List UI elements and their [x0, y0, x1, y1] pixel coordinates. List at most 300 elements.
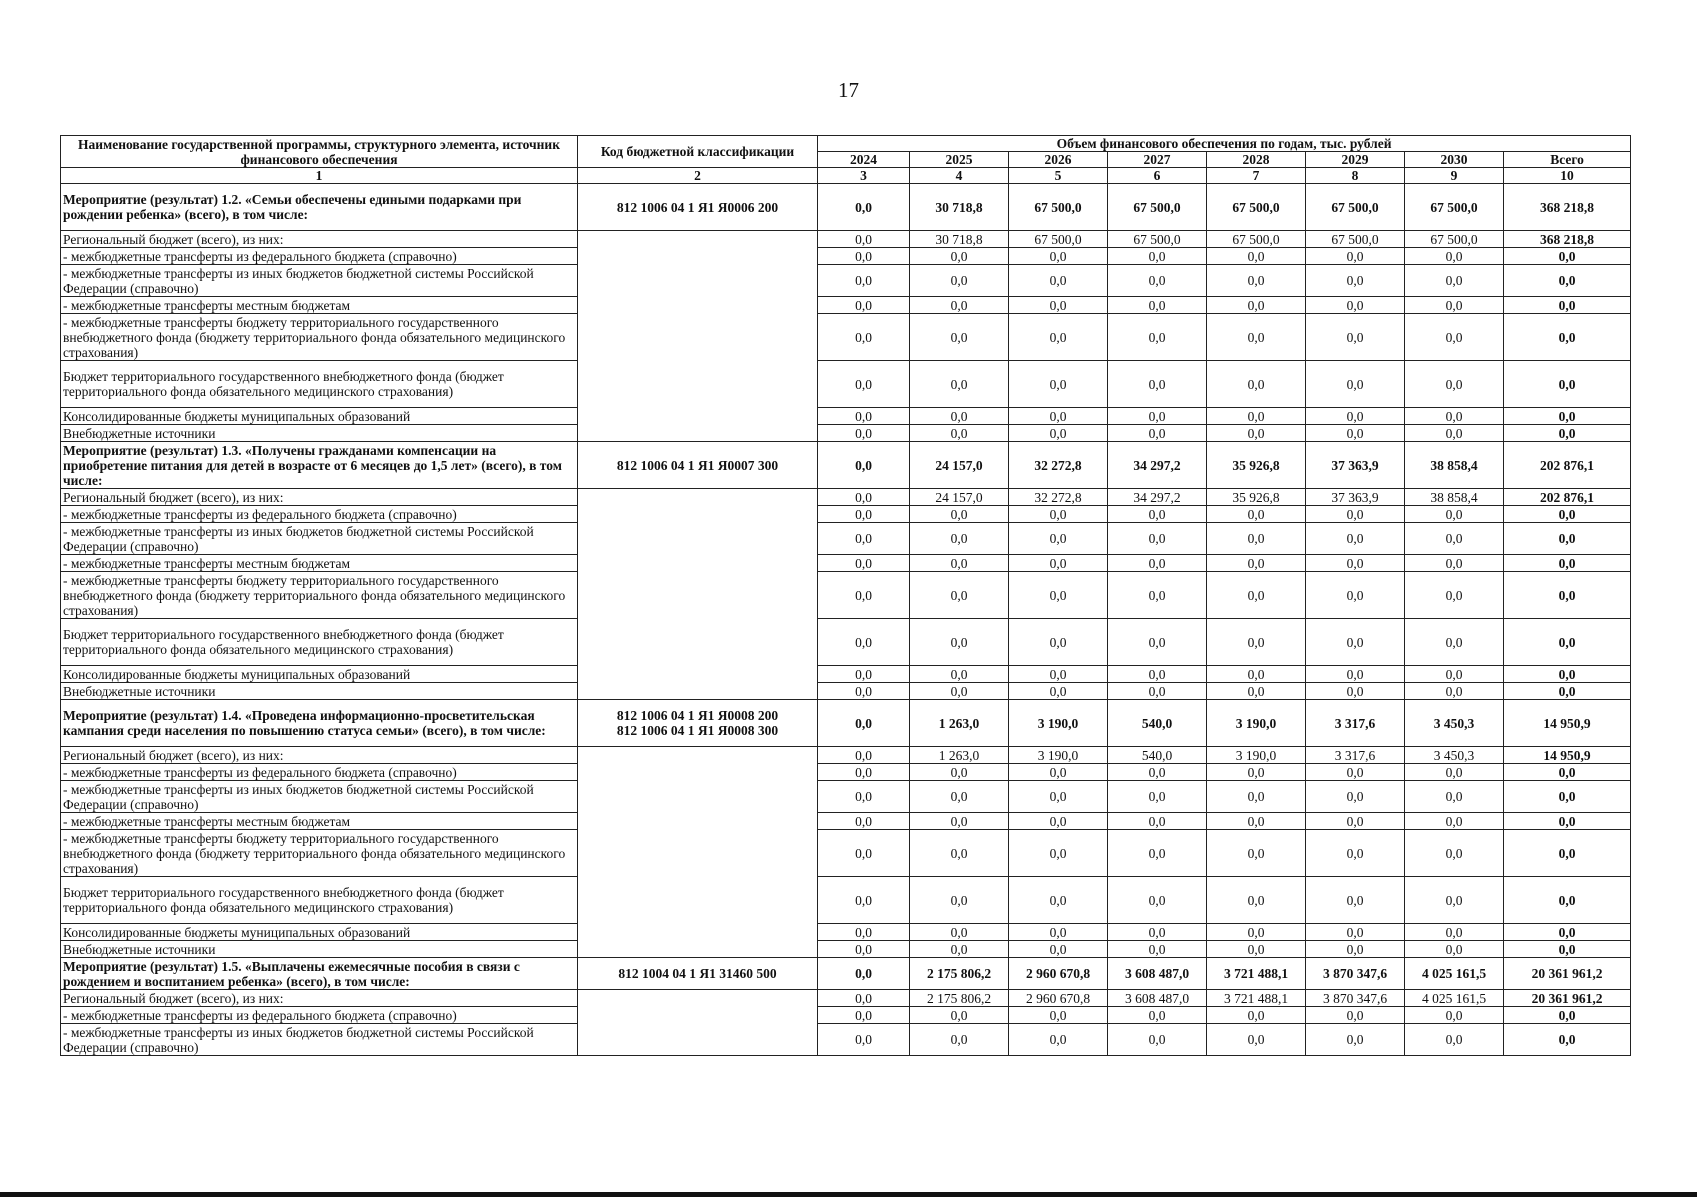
source-label: - межбюджетные трансферты местным бюджетам — [61, 555, 578, 572]
source-value: 0,0 — [818, 764, 910, 781]
source-row — [61, 1024, 1631, 1056]
source-row — [61, 408, 1631, 425]
source-value: 0,0 — [1009, 572, 1108, 619]
source-value: 0,0 — [1405, 523, 1504, 555]
source-value: 0,0 — [818, 489, 910, 506]
measure-value: 4 025 161,5 — [1405, 958, 1504, 990]
source-value: 0,0 — [1207, 877, 1306, 924]
measure-code — [578, 442, 818, 489]
source-value: 0,0 — [1306, 408, 1405, 425]
source-row — [61, 425, 1631, 442]
source-value: 0,0 — [1009, 619, 1108, 666]
source-value: 0,0 — [1306, 523, 1405, 555]
measure-value: 67 500,0 — [1009, 184, 1108, 231]
source-value: 0,0 — [1009, 297, 1108, 314]
source-value: 14 950,9 — [1504, 747, 1631, 764]
source-value: 4 025 161,5 — [1405, 990, 1504, 1007]
source-value: 0,0 — [1306, 764, 1405, 781]
source-value: 0,0 — [1306, 361, 1405, 408]
source-value: 35 926,8 — [1207, 489, 1306, 506]
measure-value: 202 876,1 — [1504, 442, 1631, 489]
source-value: 0,0 — [1207, 265, 1306, 297]
source-value: 0,0 — [910, 781, 1009, 813]
measure-value: 67 500,0 — [1306, 184, 1405, 231]
header-year: 2027 — [1108, 152, 1207, 168]
source-value: 3 190,0 — [1207, 747, 1306, 764]
source-row — [61, 361, 1631, 408]
source-value: 0,0 — [1009, 924, 1108, 941]
source-value: 3 190,0 — [1009, 747, 1108, 764]
source-value: 0,0 — [1207, 572, 1306, 619]
measure-value: 14 950,9 — [1504, 700, 1631, 747]
source-row — [61, 666, 1631, 683]
source-value: 0,0 — [818, 683, 910, 700]
header-column-number: 6 — [1108, 168, 1207, 184]
source-label: Региональный бюджет (всего), из них: — [61, 747, 578, 764]
source-value: 24 157,0 — [910, 489, 1009, 506]
source-value: 0,0 — [1207, 683, 1306, 700]
source-value: 0,0 — [1306, 683, 1405, 700]
measure-value: 0,0 — [818, 442, 910, 489]
source-value: 0,0 — [1108, 408, 1207, 425]
measure-value: 0,0 — [818, 958, 910, 990]
source-value: 0,0 — [1207, 523, 1306, 555]
source-row — [61, 877, 1631, 924]
source-value: 0,0 — [910, 813, 1009, 830]
source-row — [61, 990, 1631, 1007]
source-value: 0,0 — [1306, 666, 1405, 683]
source-value: 0,0 — [910, 1024, 1009, 1056]
source-value: 0,0 — [1009, 506, 1108, 523]
source-value: 0,0 — [1405, 619, 1504, 666]
source-value: 2 960 670,8 — [1009, 990, 1108, 1007]
source-row — [61, 523, 1631, 555]
source-value: 67 500,0 — [1306, 231, 1405, 248]
source-value: 0,0 — [1504, 248, 1631, 265]
source-value: 0,0 — [1405, 314, 1504, 361]
source-value: 0,0 — [1504, 506, 1631, 523]
source-value: 32 272,8 — [1009, 489, 1108, 506]
source-value: 0,0 — [1504, 408, 1631, 425]
source-value: 0,0 — [910, 506, 1009, 523]
measure-row — [61, 442, 1631, 489]
source-value: 0,0 — [1108, 297, 1207, 314]
measure-title: Мероприятие (результат) 1.3. «Получены гражданами компенсации на приобретение питания для детей в возрасте от 6 месяцев до 1,5 лет» (всего), в том числе: — [61, 442, 578, 489]
source-value: 0,0 — [1108, 781, 1207, 813]
source-value: 0,0 — [1009, 764, 1108, 781]
source-value: 0,0 — [1405, 248, 1504, 265]
source-value: 0,0 — [1504, 361, 1631, 408]
source-value: 0,0 — [1306, 813, 1405, 830]
header-year: Всего — [1504, 152, 1631, 168]
source-value: 0,0 — [1405, 877, 1504, 924]
source-value: 0,0 — [1207, 666, 1306, 683]
measure-value: 67 500,0 — [1108, 184, 1207, 231]
source-value: 2 175 806,2 — [910, 990, 1009, 1007]
source-value: 0,0 — [818, 1024, 910, 1056]
source-value: 0,0 — [1306, 555, 1405, 572]
source-value: 0,0 — [1405, 506, 1504, 523]
source-value: 0,0 — [1306, 297, 1405, 314]
source-value: 0,0 — [1009, 830, 1108, 877]
source-label: - межбюджетные трансферты из федерального бюджета (справочно) — [61, 506, 578, 523]
source-value: 0,0 — [910, 830, 1009, 877]
measure-value: 38 858,4 — [1405, 442, 1504, 489]
source-label: Бюджет территориального государственного внебюджетного фонда (бюджет территориального фонда обязательного медицинского страхования) — [61, 619, 578, 666]
measure-value: 35 926,8 — [1207, 442, 1306, 489]
source-value: 0,0 — [818, 425, 910, 442]
source-value: 0,0 — [1108, 572, 1207, 619]
source-value: 0,0 — [1009, 877, 1108, 924]
source-value: 0,0 — [910, 764, 1009, 781]
source-label: - межбюджетные трансферты бюджету территориального государственного внебюджетного фонда (бюджету территориального фонда обязательного медицинского страхования) — [61, 314, 578, 361]
source-value: 0,0 — [1207, 297, 1306, 314]
source-value: 0,0 — [1405, 425, 1504, 442]
measure-value: 1 263,0 — [910, 700, 1009, 747]
source-value: 0,0 — [1504, 764, 1631, 781]
source-value: 0,0 — [1504, 1007, 1631, 1024]
source-label: - межбюджетные трансферты местным бюджетам — [61, 297, 578, 314]
source-value: 0,0 — [1108, 1024, 1207, 1056]
source-row — [61, 231, 1631, 248]
source-value: 540,0 — [1108, 747, 1207, 764]
header-column-number: 10 — [1504, 168, 1631, 184]
source-value: 0,0 — [910, 297, 1009, 314]
source-value: 0,0 — [1108, 666, 1207, 683]
source-value: 0,0 — [1207, 1024, 1306, 1056]
source-value: 0,0 — [818, 877, 910, 924]
source-value: 0,0 — [1405, 813, 1504, 830]
source-value: 0,0 — [1207, 408, 1306, 425]
source-value: 0,0 — [1009, 361, 1108, 408]
source-row — [61, 747, 1631, 764]
source-value: 0,0 — [1108, 813, 1207, 830]
source-value: 3 608 487,0 — [1108, 990, 1207, 1007]
source-value: 67 500,0 — [1405, 231, 1504, 248]
measure-value: 0,0 — [818, 700, 910, 747]
source-value: 0,0 — [1306, 619, 1405, 666]
source-row — [61, 830, 1631, 877]
measure-title: Мероприятие (результат) 1.2. «Семьи обеспечены едиными подарками при рождении ребенка» (всего), в том числе: — [61, 184, 578, 231]
measure-value: 3 870 347,6 — [1306, 958, 1405, 990]
source-label: - межбюджетные трансферты из федерального бюджета (справочно) — [61, 1007, 578, 1024]
source-label: Внебюджетные источники — [61, 941, 578, 958]
bottom-rule — [0, 1192, 1697, 1197]
source-value: 0,0 — [1009, 408, 1108, 425]
source-value: 0,0 — [1306, 1024, 1405, 1056]
source-value: 0,0 — [1504, 572, 1631, 619]
source-value: 0,0 — [1009, 425, 1108, 442]
source-row — [61, 489, 1631, 506]
measure-code — [578, 184, 818, 231]
source-value: 0,0 — [1009, 781, 1108, 813]
source-value: 0,0 — [1405, 1024, 1504, 1056]
source-label: Бюджет территориального государственного внебюджетного фонда (бюджет территориального фонда обязательного медицинского страхования) — [61, 877, 578, 924]
header-code: Код бюджетной классификации — [578, 136, 818, 168]
source-label: Региональный бюджет (всего), из них: — [61, 231, 578, 248]
source-value: 3 450,3 — [1405, 747, 1504, 764]
source-value: 0,0 — [1504, 683, 1631, 700]
source-value: 0,0 — [1405, 572, 1504, 619]
source-label: Внебюджетные источники — [61, 683, 578, 700]
source-value: 0,0 — [1108, 506, 1207, 523]
source-value: 0,0 — [1504, 1024, 1631, 1056]
source-value: 0,0 — [1306, 425, 1405, 442]
header-volume: Объем финансового обеспечения по годам, тыс. рублей — [818, 136, 1631, 152]
source-value: 0,0 — [1009, 666, 1108, 683]
budget-code: 812 1006 04 1 Я1 Я0006 200 — [616, 199, 779, 215]
source-label: - межбюджетные трансферты из иных бюджетов бюджетной системы Российской Федерации (справочно) — [61, 265, 578, 297]
source-row — [61, 248, 1631, 265]
header-column-number: 5 — [1009, 168, 1108, 184]
source-label: - межбюджетные трансферты местным бюджетам — [61, 813, 578, 830]
source-value: 30 718,8 — [910, 231, 1009, 248]
measure-value: 30 718,8 — [910, 184, 1009, 231]
source-value: 0,0 — [1108, 764, 1207, 781]
source-value: 0,0 — [910, 619, 1009, 666]
source-value: 0,0 — [1405, 781, 1504, 813]
measure-value: 67 500,0 — [1405, 184, 1504, 231]
measure-value: 3 721 488,1 — [1207, 958, 1306, 990]
source-value: 67 500,0 — [1009, 231, 1108, 248]
source-value: 0,0 — [1009, 683, 1108, 700]
source-value: 0,0 — [1207, 425, 1306, 442]
source-value: 0,0 — [1405, 666, 1504, 683]
source-value: 0,0 — [818, 265, 910, 297]
measure-value: 368 218,8 — [1504, 184, 1631, 231]
source-label: Региональный бюджет (всего), из них: — [61, 489, 578, 506]
source-value: 0,0 — [1306, 1007, 1405, 1024]
measure-row — [61, 958, 1631, 990]
measure-title: Мероприятие (результат) 1.4. «Проведена информационно-просветительская кампания среди населения по повышению статуса семьи» (всего), в том числе: — [61, 700, 578, 747]
source-value: 0,0 — [1207, 941, 1306, 958]
source-label: - межбюджетные трансферты из федерального бюджета (справочно) — [61, 248, 578, 265]
source-value: 0,0 — [1108, 425, 1207, 442]
source-value: 0,0 — [818, 619, 910, 666]
source-value: 0,0 — [1009, 941, 1108, 958]
source-value: 0,0 — [1207, 813, 1306, 830]
source-row — [61, 572, 1631, 619]
source-value: 0,0 — [910, 408, 1009, 425]
measure-value: 34 297,2 — [1108, 442, 1207, 489]
source-value: 0,0 — [1504, 425, 1631, 442]
source-value: 0,0 — [1306, 941, 1405, 958]
page-number: 17 — [838, 78, 859, 102]
source-value: 1 263,0 — [910, 747, 1009, 764]
source-row — [61, 941, 1631, 958]
measure-title: Мероприятие (результат) 1.5. «Выплачены ежемесячные пособия в связи с рождением и воспитанием ребенка» (всего), в том числе: — [61, 958, 578, 990]
source-value: 0,0 — [1207, 555, 1306, 572]
source-value: 3 317,6 — [1306, 747, 1405, 764]
measure-value: 20 361 961,2 — [1504, 958, 1631, 990]
source-value: 0,0 — [1207, 830, 1306, 877]
measure-code — [578, 958, 818, 990]
source-value: 0,0 — [910, 1007, 1009, 1024]
source-value: 0,0 — [1207, 764, 1306, 781]
source-value: 0,0 — [1405, 683, 1504, 700]
source-value: 0,0 — [818, 924, 910, 941]
source-value: 0,0 — [1207, 506, 1306, 523]
source-value: 0,0 — [1306, 924, 1405, 941]
source-value: 0,0 — [818, 781, 910, 813]
measure-value: 540,0 — [1108, 700, 1207, 747]
source-value: 0,0 — [1108, 314, 1207, 361]
source-value: 0,0 — [910, 361, 1009, 408]
source-value: 3 721 488,1 — [1207, 990, 1306, 1007]
source-value: 0,0 — [818, 231, 910, 248]
source-value: 0,0 — [1405, 408, 1504, 425]
source-label: - межбюджетные трансферты из иных бюджетов бюджетной системы Российской Федерации (справочно) — [61, 523, 578, 555]
source-value: 368 218,8 — [1504, 231, 1631, 248]
source-value: 0,0 — [1306, 248, 1405, 265]
source-value: 0,0 — [1108, 248, 1207, 265]
source-value: 0,0 — [1009, 314, 1108, 361]
source-value: 0,0 — [1504, 781, 1631, 813]
source-row — [61, 506, 1631, 523]
source-value: 0,0 — [1108, 924, 1207, 941]
source-value: 0,0 — [1108, 877, 1207, 924]
source-value: 0,0 — [1405, 297, 1504, 314]
source-value: 0,0 — [818, 506, 910, 523]
source-row — [61, 813, 1631, 830]
source-value: 0,0 — [1207, 781, 1306, 813]
table-body — [61, 184, 1631, 1056]
header-column-numbers-row — [61, 168, 1631, 184]
source-value: 67 500,0 — [1207, 231, 1306, 248]
source-value: 0,0 — [818, 248, 910, 265]
source-label: - межбюджетные трансферты бюджету территориального государственного внебюджетного фонда (бюджету территориального фонда обязательного медицинского страхования) — [61, 830, 578, 877]
source-row — [61, 265, 1631, 297]
measure-value: 37 363,9 — [1306, 442, 1405, 489]
source-value: 0,0 — [1504, 877, 1631, 924]
source-value: 34 297,2 — [1108, 489, 1207, 506]
source-value: 0,0 — [910, 877, 1009, 924]
source-value: 0,0 — [1405, 764, 1504, 781]
source-value: 0,0 — [1504, 941, 1631, 958]
measure-value: 32 272,8 — [1009, 442, 1108, 489]
source-value: 0,0 — [818, 941, 910, 958]
source-value: 0,0 — [1504, 666, 1631, 683]
header-column-number: 2 — [578, 168, 818, 184]
code-blank-cell — [578, 231, 818, 442]
header-column-number: 3 — [818, 168, 910, 184]
source-value: 0,0 — [1207, 1007, 1306, 1024]
header-year: 2028 — [1207, 152, 1306, 168]
source-value: 0,0 — [1207, 314, 1306, 361]
header-year: 2026 — [1009, 152, 1108, 168]
source-value: 0,0 — [1108, 619, 1207, 666]
source-label: Консолидированные бюджеты муниципальных образований — [61, 408, 578, 425]
source-value: 3 870 347,6 — [1306, 990, 1405, 1007]
source-value: 0,0 — [910, 683, 1009, 700]
source-value: 0,0 — [1306, 781, 1405, 813]
source-value: 0,0 — [1306, 830, 1405, 877]
header-column-number: 1 — [61, 168, 578, 184]
source-row — [61, 683, 1631, 700]
source-value: 0,0 — [1108, 683, 1207, 700]
code-blank-cell — [578, 489, 818, 700]
source-value: 0,0 — [1405, 555, 1504, 572]
source-label: - межбюджетные трансферты из иных бюджетов бюджетной системы Российской Федерации (справочно) — [61, 1024, 578, 1056]
source-value: 0,0 — [1504, 813, 1631, 830]
source-label: Бюджет территориального государственного внебюджетного фонда (бюджет территориального фонда обязательного медицинского страхования) — [61, 361, 578, 408]
source-value: 0,0 — [1405, 924, 1504, 941]
source-value: 0,0 — [1405, 1007, 1504, 1024]
source-label: Консолидированные бюджеты муниципальных образований — [61, 666, 578, 683]
source-value: 0,0 — [1504, 555, 1631, 572]
source-value: 0,0 — [1108, 830, 1207, 877]
source-value: 0,0 — [910, 265, 1009, 297]
source-row — [61, 619, 1631, 666]
source-value: 0,0 — [910, 555, 1009, 572]
source-value: 0,0 — [818, 747, 910, 764]
source-value: 0,0 — [818, 666, 910, 683]
source-value: 0,0 — [818, 555, 910, 572]
source-value: 0,0 — [1504, 314, 1631, 361]
source-value: 0,0 — [1108, 361, 1207, 408]
source-value: 0,0 — [1108, 1007, 1207, 1024]
measure-value: 3 317,6 — [1306, 700, 1405, 747]
header-name: Наименование государственной программы, структурного элемента, источник финансового обеспечения — [61, 136, 578, 168]
source-value: 0,0 — [1009, 813, 1108, 830]
measure-value: 24 157,0 — [910, 442, 1009, 489]
source-value: 20 361 961,2 — [1504, 990, 1631, 1007]
measure-value: 3 190,0 — [1009, 700, 1108, 747]
budget-code: 812 1004 04 1 Я1 31460 500 — [618, 966, 777, 982]
source-value: 0,0 — [910, 248, 1009, 265]
source-value: 0,0 — [818, 990, 910, 1007]
measure-value: 2 175 806,2 — [910, 958, 1009, 990]
source-label: - межбюджетные трансферты из федерального бюджета (справочно) — [61, 764, 578, 781]
source-value: 0,0 — [1504, 265, 1631, 297]
measure-value: 3 190,0 — [1207, 700, 1306, 747]
source-value: 0,0 — [1306, 265, 1405, 297]
source-value: 0,0 — [818, 523, 910, 555]
source-value: 0,0 — [818, 361, 910, 408]
source-value: 0,0 — [1108, 555, 1207, 572]
source-value: 0,0 — [1504, 297, 1631, 314]
source-value: 0,0 — [1009, 1007, 1108, 1024]
source-value: 0,0 — [1009, 523, 1108, 555]
source-value: 0,0 — [1207, 248, 1306, 265]
budget-code: 812 1006 04 1 Я1 Я0008 300 — [616, 723, 779, 739]
source-label: - межбюджетные трансферты из иных бюджетов бюджетной системы Российской Федерации (справочно) — [61, 781, 578, 813]
source-label: Внебюджетные источники — [61, 425, 578, 442]
source-value: 0,0 — [910, 941, 1009, 958]
source-value: 0,0 — [1108, 523, 1207, 555]
measure-value: 3 450,3 — [1405, 700, 1504, 747]
source-value: 0,0 — [1207, 361, 1306, 408]
code-blank-cell — [578, 747, 818, 958]
source-value: 0,0 — [1504, 830, 1631, 877]
source-label: Региональный бюджет (всего), из них: — [61, 990, 578, 1007]
source-value: 0,0 — [818, 408, 910, 425]
source-value: 0,0 — [1009, 1024, 1108, 1056]
header-year: 2029 — [1306, 152, 1405, 168]
source-row — [61, 924, 1631, 941]
measure-row — [61, 700, 1631, 747]
header-row — [61, 136, 1631, 152]
source-value: 202 876,1 — [1504, 489, 1631, 506]
source-value: 38 858,4 — [1405, 489, 1504, 506]
source-value: 0,0 — [818, 830, 910, 877]
header-year: 2024 — [818, 152, 910, 168]
source-value: 0,0 — [1306, 506, 1405, 523]
source-value: 0,0 — [910, 314, 1009, 361]
header-year: 2025 — [910, 152, 1009, 168]
header-column-number: 9 — [1405, 168, 1504, 184]
source-row — [61, 297, 1631, 314]
